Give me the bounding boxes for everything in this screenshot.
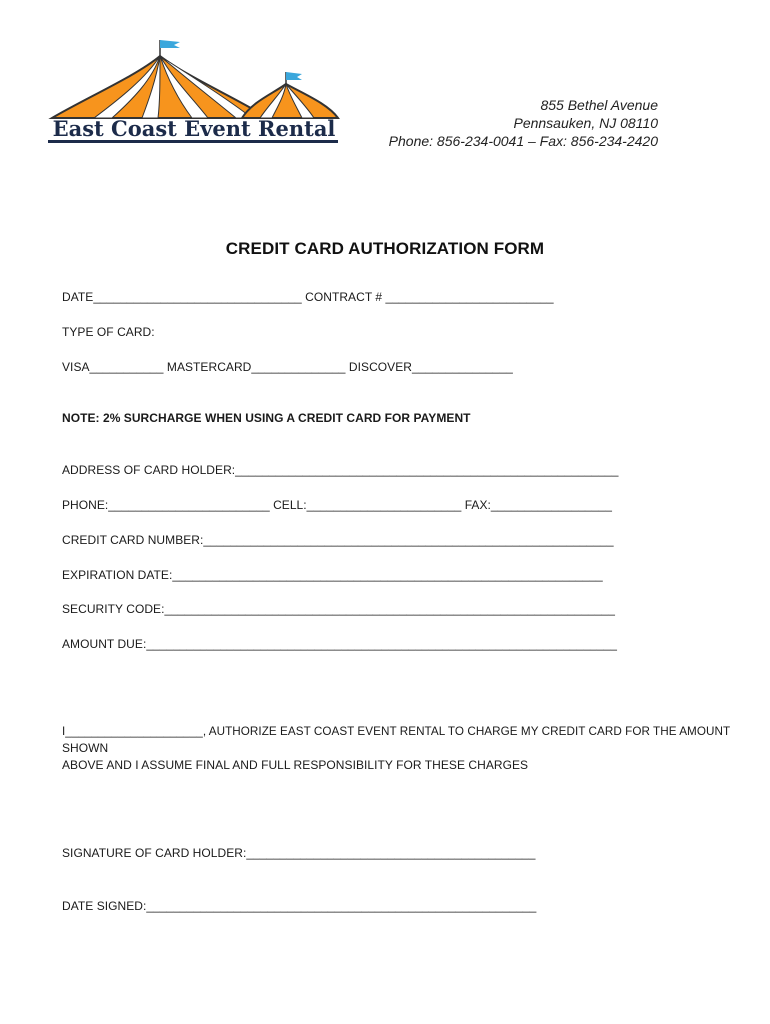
card-holder-address-field[interactable]: ADDRESS OF CARD HOLDER:_________________________________________________________	[62, 463, 619, 477]
logo-text: East Coast Event Rental	[52, 116, 336, 141]
security-code-field[interactable]: SECURITY CODE:___________________________________________________________________	[62, 602, 615, 616]
card-type-options[interactable]: VISA___________ MASTERCARD______________ DISCOVER_______________	[62, 360, 513, 374]
flag-icon	[160, 40, 180, 48]
date-contract-field[interactable]: DATE_______________________________ CONTRACT # _________________________	[62, 290, 554, 304]
expiration-date-field[interactable]: EXPIRATION DATE:________________________________________________________________	[62, 568, 603, 582]
type-of-card-label: TYPE OF CARD:	[62, 325, 155, 339]
phone-cell-fax-field[interactable]: PHONE:________________________ CELL:_______________________ FAX:__________________	[62, 498, 612, 512]
date-signed-field[interactable]: DATE SIGNED:__________________________________________________________	[62, 899, 537, 913]
form-title: CREDIT CARD AUTHORIZATION FORM	[225, 239, 545, 258]
authorization-name-field[interactable]: I_____________________, AUTHORIZE EAST COAST EVENT RENTAL TO CHARGE MY CREDIT CARD FOR THE AMOUNT	[62, 724, 731, 738]
address-city: Pennsauken, NJ 08110	[513, 115, 658, 131]
signature-field[interactable]: SIGNATURE OF CARD HOLDER:___________________________________________	[62, 846, 536, 860]
company-logo	[46, 36, 342, 148]
flag-icon	[286, 72, 302, 80]
authorization-text-line2: SHOWN	[62, 741, 109, 755]
address-phone-fax: Phone: 856-234-0041 – Fax: 856-234-2420	[388, 133, 658, 149]
authorization-text-line3: ABOVE AND I ASSUME FINAL AND FULL RESPONSIBILITY FOR THESE CHARGES	[62, 758, 529, 772]
card-number-field[interactable]: CREDIT CARD NUMBER:_____________________________________________________________	[62, 533, 614, 547]
tent-logo-graphic	[46, 36, 342, 148]
surcharge-note: NOTE: 2% SURCHARGE WHEN USING A CREDIT CARD FOR PAYMENT	[62, 411, 471, 425]
amount-due-field[interactable]: AMOUNT DUE:______________________________________________________________________	[62, 637, 618, 651]
company-address	[389, 96, 658, 150]
address-street: 855 Bethel Avenue	[540, 97, 658, 113]
